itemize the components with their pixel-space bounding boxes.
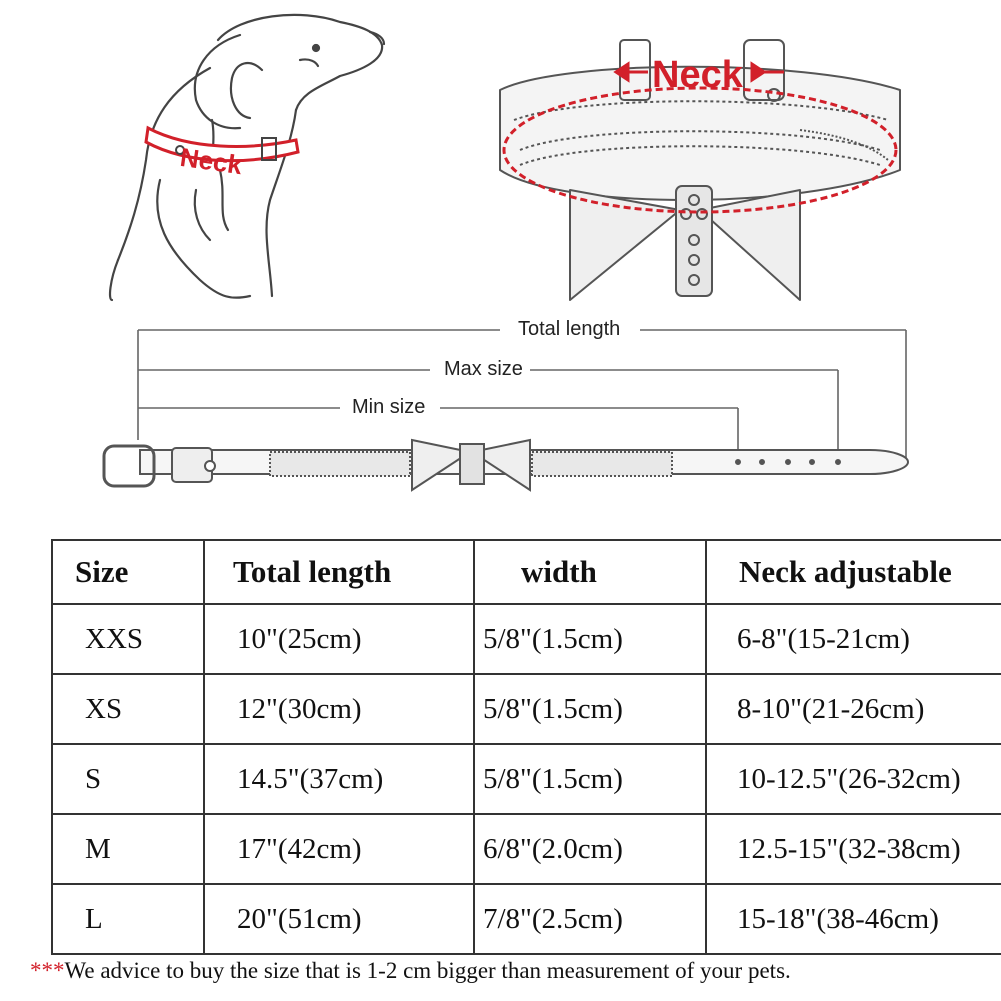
cell-size: XXS [52, 604, 204, 674]
cell-size: XS [52, 674, 204, 744]
table-row [52, 814, 1001, 884]
cell-neck-adjustable: 12.5-15"(32-38cm) [706, 814, 1001, 884]
cell-neck-adjustable: 15-18"(38-46cm) [706, 884, 1001, 954]
sizing-footnote [30, 958, 990, 984]
header-width: width [474, 540, 706, 604]
cell-size: M [52, 814, 204, 884]
header-size: Size [52, 540, 204, 604]
cell-width: 6/8"(2.0cm) [474, 814, 706, 884]
cell-width: 5/8"(1.5cm) [474, 744, 706, 814]
header-total-length: Total length [204, 540, 474, 604]
size-chart-table [51, 539, 1001, 955]
cell-total-length: 14.5"(37cm) [204, 744, 474, 814]
cell-width: 7/8"(2.5cm) [474, 884, 706, 954]
table-row [52, 674, 1001, 744]
cell-width: 5/8"(1.5cm) [474, 674, 706, 744]
table-row [52, 604, 1001, 674]
cell-total-length: 17"(42cm) [204, 814, 474, 884]
flat-collar [104, 440, 908, 490]
cell-total-length: 12"(30cm) [204, 674, 474, 744]
table-row [52, 744, 1001, 814]
header-neck-adjustable: Neck adjustable [706, 540, 1001, 604]
dog-neck-label: Neck [178, 141, 245, 181]
cell-total-length: 10"(25cm) [204, 604, 474, 674]
total-length-label: Total length [512, 318, 626, 341]
cell-total-length: 20"(51cm) [204, 884, 474, 954]
collar-neck-label: Neck [652, 54, 743, 96]
cell-width: 5/8"(1.5cm) [474, 604, 706, 674]
cell-neck-adjustable: 10-12.5"(26-32cm) [706, 744, 1001, 814]
cell-neck-adjustable: 8-10"(21-26cm) [706, 674, 1001, 744]
cell-neck-adjustable: 6-8"(15-21cm) [706, 604, 1001, 674]
min-size-label: Min size [346, 396, 431, 419]
table-header-row [52, 540, 1001, 604]
table-row [52, 884, 1001, 954]
cell-size: L [52, 884, 204, 954]
max-size-label: Max size [438, 358, 529, 381]
cell-size: S [52, 744, 204, 814]
footnote-text: We advice to buy the size that is 1-2 cm bigger than measurement of your pets. [64, 958, 791, 983]
footnote-stars: *** [30, 958, 65, 983]
